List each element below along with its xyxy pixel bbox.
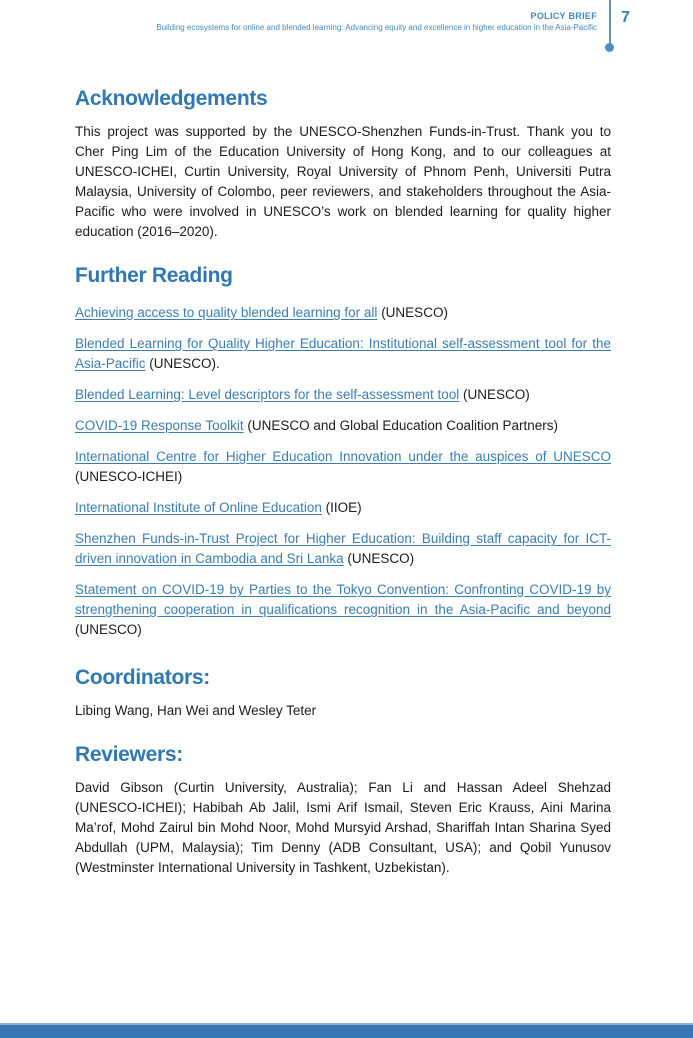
reading-suffix: (UNESCO) xyxy=(343,551,415,566)
reading-suffix: (UNESCO) xyxy=(377,305,448,320)
content-area xyxy=(75,86,611,878)
header-dot-icon xyxy=(605,43,614,52)
reading-item xyxy=(75,447,611,487)
acknowledgements-body: This project was supported by the UNESCO-Shenzhen Funds-in-Trust. Thank you to Cher Ping Lim of the Education University of Hong Kong, and to our colleagues at UNESCO-ICHEI, Curtin University, Royal University of Phnom Penh, Universiti Putra Malaysia, University of Colombo, peer reviewers, and stakeholders throughout the Asia-Pacific who were involved in UNESCO’s work on blended learning for quality higher education (2016–2020). xyxy=(75,124,611,239)
reading-suffix: (UNESCO-ICHEI) xyxy=(75,469,183,484)
reading-item xyxy=(75,303,611,323)
footer-bar xyxy=(0,1023,693,1038)
page-header xyxy=(156,10,597,33)
reading-link-shenzhen-fit[interactable]: Shenzhen Funds-in-Trust Project for Higher Education: Building staff capacity for ICT-driven innovation in Cambodia and Sri Lanka xyxy=(75,531,611,566)
reading-suffix: (UNESCO and Global Education Coalition Partners) xyxy=(243,418,558,433)
reading-item xyxy=(75,498,611,518)
reading-suffix: (UNESCO). xyxy=(145,356,220,371)
coordinators-title: Coordinators: xyxy=(75,666,210,689)
reading-link-ichei[interactable]: International Centre for Higher Education Innovation under the auspices of UNESCO xyxy=(75,449,611,464)
further-reading-title: Further Reading xyxy=(75,264,233,287)
reading-link-tokyo-convention[interactable]: Statement on COVID-19 by Parties to the Tokyo Convention: Confronting COVID-19 by strengthening cooperation in qualifications recognition in the Asia-Pacific and beyond xyxy=(75,582,611,617)
reading-suffix: (UNESCO) xyxy=(459,387,530,402)
header-rule-divider xyxy=(609,0,611,46)
reading-link-achieving-access[interactable]: Achieving access to quality blended learning for all xyxy=(75,305,378,320)
coordinators-names: Libing Wang, Han Wei and Wesley Teter xyxy=(75,703,317,718)
header-subtitle: Building ecosystems for online and blended learning: Advancing equity and excellence in higher education in the Asia-Pacific xyxy=(156,23,597,32)
reading-item xyxy=(75,334,611,374)
header-kicker: POLICY BRIEF xyxy=(530,11,597,21)
reading-item xyxy=(75,385,611,405)
reading-link-iioe[interactable]: International Institute of Online Education xyxy=(75,500,322,515)
page-number: 7 xyxy=(621,9,630,26)
reading-link-institutional-self-assessment[interactable]: Blended Learning for Quality Higher Education: Institutional self-assessment tool for the Asia-Pacific xyxy=(75,336,611,371)
reading-suffix: (IIOE) xyxy=(321,500,362,515)
further-reading-list xyxy=(75,303,611,640)
acknowledgements-title: Acknowledgements xyxy=(75,87,268,110)
reviewers-names: David Gibson (Curtin University, Australia); Fan Li and Hassan Adeel Shehzad (UNESCO-ICHEI); Habibah Ab Jalil, Ismi Arif Ismail, Steven Eric Krauss, Aini Marina Ma’rof, Mohd Zairul bin Mohd Noor, Mohd Mursyid Arshad, Shariffah Intan Sharina Syed Abdullah (UPM, Malaysia); Tim Denny (ADB Consultant, USA); and Qobil Yunusov (Westminster International University in Tashkent, Uzbekistan). xyxy=(75,780,611,875)
reading-item xyxy=(75,580,611,640)
reading-link-covid-toolkit[interactable]: COVID-19 Response Toolkit xyxy=(75,418,244,433)
reading-suffix: (UNESCO) xyxy=(75,622,142,637)
reading-item xyxy=(75,416,611,436)
reviewers-title: Reviewers: xyxy=(75,743,183,766)
reading-item xyxy=(75,529,611,569)
reading-link-level-descriptors[interactable]: Blended Learning: Level descriptors for the self-assessment tool xyxy=(75,387,460,402)
